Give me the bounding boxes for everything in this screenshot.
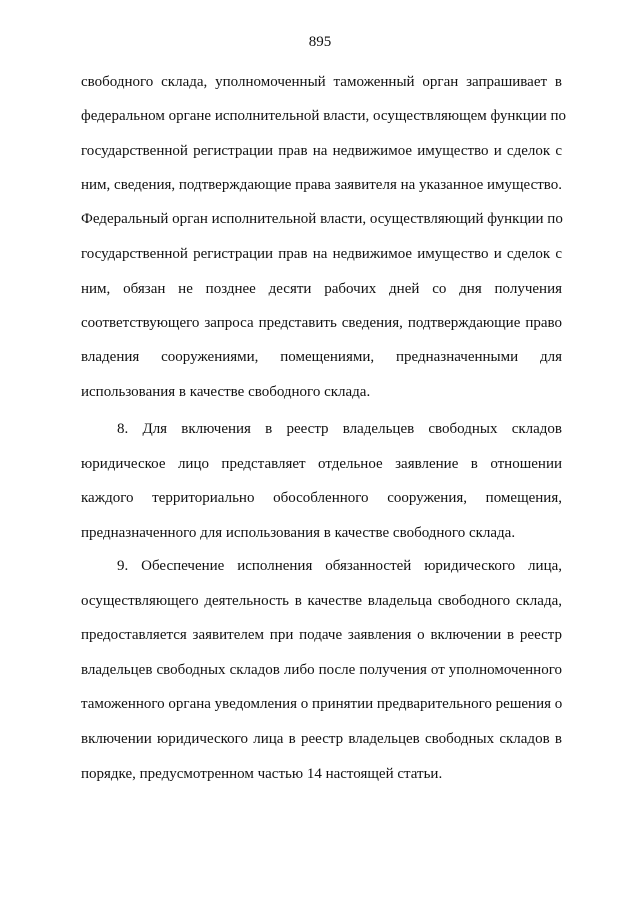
- page-number: 895: [308, 34, 332, 50]
- text-line: государственной регистрации прав на недвижимое имущество и сделок с: [81, 246, 562, 262]
- text-line: порядке, предусмотренном частью 14 настоящей статьи.: [81, 766, 443, 782]
- text-line: 8. Для включения в реестр владельцев свободных складов: [117, 421, 562, 437]
- text-line: 9. Обеспечение исполнения обязанностей юридического лица,: [117, 558, 562, 574]
- text-line: предоставляется заявителем при подаче заявления о включении в реестр: [81, 627, 562, 643]
- text-line: Федеральный орган исполнительной власти, осуществляющий функции по: [81, 211, 563, 227]
- text-line: ним, сведения, подтверждающие права заявителя на указанное имущество.: [81, 177, 563, 193]
- text-line: владельцев свободных складов либо после получения от уполномоченного: [81, 662, 562, 678]
- text-line: предназначенного для использования в качестве свободного склада.: [81, 525, 516, 541]
- text-line: включении юридического лица в реестр владельцев свободных складов в: [81, 731, 562, 747]
- text-line: государственной регистрации прав на недвижимое имущество и сделок с: [81, 143, 562, 159]
- text-line: использования в качестве свободного склада.: [81, 384, 371, 400]
- text-line: каждого территориально обособленного сооружения, помещения,: [81, 490, 562, 506]
- text-line: свободного склада, уполномоченный таможенный орган запрашивает в: [81, 74, 562, 90]
- text-line: юридическое лицо представляет отдельное заявление в отношении: [81, 456, 562, 472]
- text-line: соответствующего запроса представить сведения, подтверждающие право: [81, 315, 562, 331]
- text-line: владения сооружениями, помещениями, предназначенными для: [81, 349, 562, 365]
- text-line: ним, обязан не позднее десяти рабочих дней со дня получения: [81, 281, 562, 297]
- text-line: таможенного органа уведомления о принятии предварительного решения о: [81, 696, 563, 712]
- text-line: федеральном органе исполнительной власти, осуществляющем функции по: [81, 108, 567, 124]
- text-line: осуществляющего деятельность в качестве владельца свободного склада,: [81, 593, 562, 609]
